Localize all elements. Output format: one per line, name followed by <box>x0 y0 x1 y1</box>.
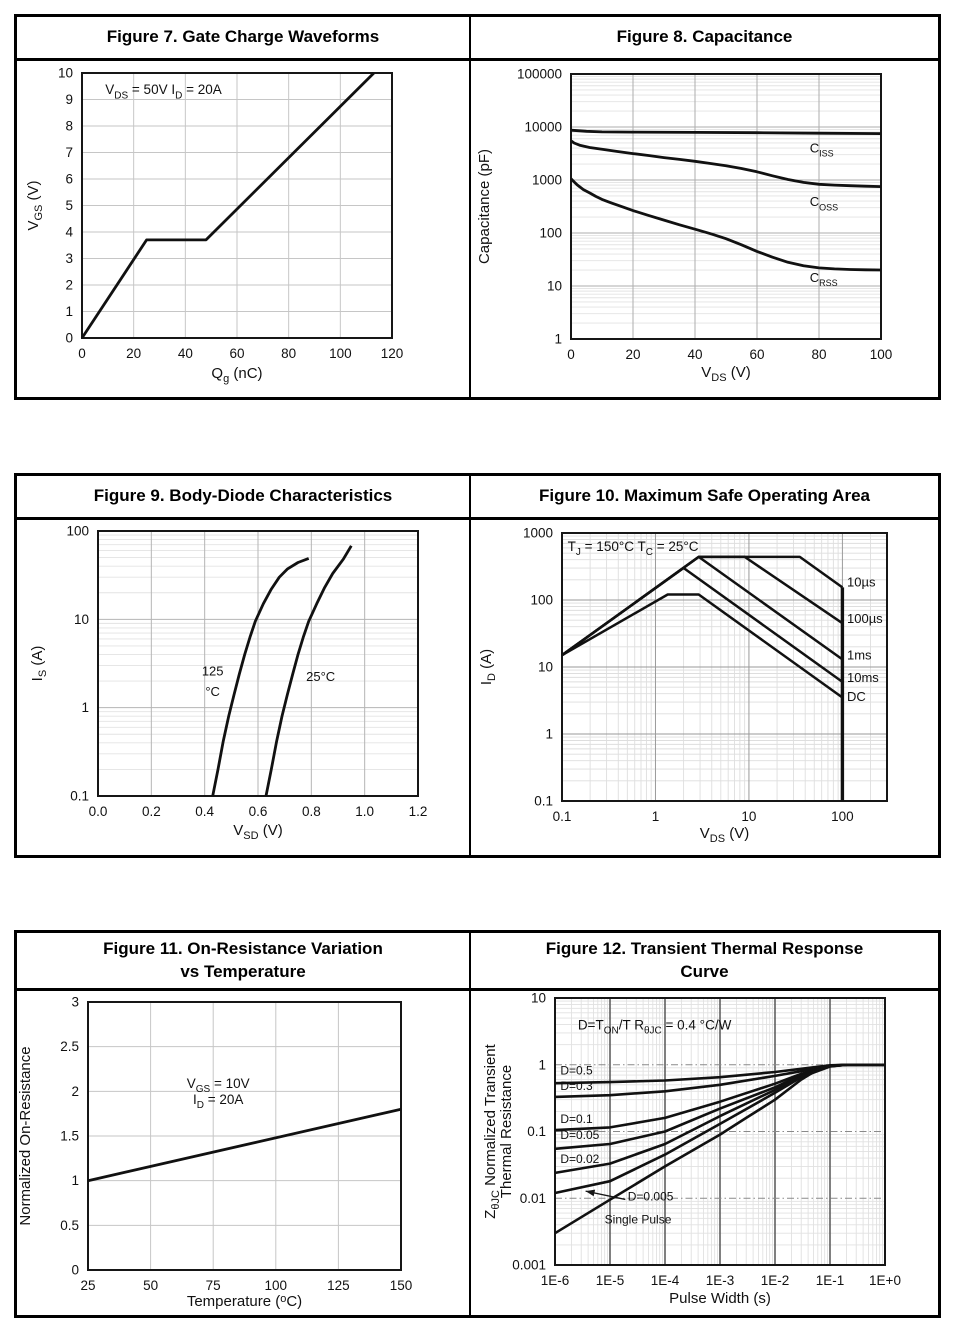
figure-11-title-line: Figure 11. On-Resistance Variation <box>103 938 383 958</box>
figure-row-3 <box>14 930 941 1318</box>
figure-12-chart-area <box>471 991 938 1315</box>
figure-panel-12 <box>469 933 938 1315</box>
svg-text:1: 1 <box>81 700 89 716</box>
svg-text:0.0: 0.0 <box>88 804 108 819</box>
svg-text:1000: 1000 <box>522 525 553 541</box>
svg-text:80: 80 <box>281 346 297 361</box>
figure-12-title <box>471 933 938 991</box>
svg-text:VGS (V): $V_{GS}$ (V) <box>25 180 46 231</box>
svg-text:DC: DC <box>847 689 866 705</box>
svg-text:Thermal Resistance: Thermal Resistance <box>498 1064 515 1199</box>
svg-text:50: 50 <box>143 1278 159 1293</box>
transient-thermal-chart <box>471 991 936 1315</box>
svg-text:°C: °C <box>205 684 220 700</box>
svg-text:125: 125 <box>327 1278 350 1293</box>
svg-text:120: 120 <box>380 346 404 361</box>
svg-text:0.1: 0.1 <box>534 793 553 809</box>
svg-text:D=0.3: D=0.3 <box>560 1078 593 1093</box>
svg-text:125: 125 <box>201 663 224 679</box>
figure-12-title-line: Curve <box>680 961 729 981</box>
svg-text:150: 150 <box>389 1278 413 1293</box>
svg-text:1: 1 <box>71 1173 79 1189</box>
svg-text:0.1: 0.1 <box>70 788 89 804</box>
svg-text:ID (A): $I_D$ (A) <box>478 648 499 686</box>
figure-11-title <box>17 933 469 991</box>
figure-7-title-line: Figure 7. Gate Charge Waveforms <box>106 27 380 47</box>
svg-text:D=TON/T RθJC = 0.4 °C/W: $D=T_{ON}/T$ $R_{\theta JC} = 0.4$ °C/W <box>577 1017 732 1037</box>
svg-text:VSD (V): $V_{SD}$ (V) <box>233 822 283 843</box>
svg-text:10: 10 <box>546 278 562 294</box>
svg-text:60: 60 <box>229 346 245 361</box>
svg-text:1: 1 <box>554 331 562 347</box>
svg-text:1E+0: 1E+0 <box>869 1273 901 1288</box>
svg-text:0.8: 0.8 <box>301 804 321 819</box>
figure-panel-10 <box>469 476 938 855</box>
figure-row-1 <box>14 14 941 400</box>
figure-10-chart-area <box>471 520 938 855</box>
figure-8-title <box>471 17 938 61</box>
svg-text:CRSS: $C_{RSS}$ <box>809 269 838 289</box>
svg-text:100: 100 <box>530 592 553 608</box>
svg-text:0: 0 <box>71 1262 79 1278</box>
svg-text:IS (A): $I_S$ (A) <box>29 645 50 682</box>
svg-text:Single Pulse: Single Pulse <box>604 1212 672 1227</box>
figure-11-chart-area <box>17 991 469 1315</box>
svg-text:ZθJC Normalized Transient: $Z_{\theta JC}$ Normalized Transient <box>482 1044 503 1219</box>
svg-text:D=0.1: D=0.1 <box>560 1111 593 1126</box>
svg-text:0.2: 0.2 <box>141 804 161 819</box>
figure-10-title <box>471 476 938 520</box>
svg-text:10ms: 10ms <box>847 669 879 685</box>
svg-text:10: 10 <box>530 991 546 1006</box>
svg-text:0.01: 0.01 <box>519 1190 546 1206</box>
capacitance-chart <box>471 61 936 397</box>
figure-9-title <box>17 476 469 520</box>
svg-text:20: 20 <box>126 346 142 361</box>
svg-text:100: 100 <box>329 346 352 361</box>
svg-text:20: 20 <box>625 347 641 362</box>
figure-7-chart-area <box>17 61 469 397</box>
figure-panel-9 <box>17 476 469 855</box>
gate-charge-chart <box>17 61 469 397</box>
svg-text:Capacitance (pF): Capacitance (pF) <box>476 148 493 265</box>
svg-text:1.0: 1.0 <box>355 804 375 819</box>
svg-text:3: 3 <box>71 994 79 1010</box>
svg-text:60: 60 <box>749 347 765 362</box>
svg-text:6: 6 <box>65 171 73 187</box>
svg-text:0.4: 0.4 <box>195 804 215 819</box>
svg-text:0.5: 0.5 <box>60 1217 79 1233</box>
svg-text:1E-1: 1E-1 <box>815 1273 845 1288</box>
svg-text:1E-6: 1E-6 <box>540 1273 570 1288</box>
svg-text:0: 0 <box>78 346 86 361</box>
svg-text:2.5: 2.5 <box>60 1039 79 1055</box>
svg-text:7: 7 <box>65 145 73 160</box>
svg-text:100: 100 <box>264 1278 288 1293</box>
svg-text:10000: 10000 <box>524 119 562 135</box>
svg-text:40: 40 <box>177 346 193 361</box>
svg-text:25°C: 25°C <box>306 669 336 685</box>
svg-text:D=0.02: D=0.02 <box>560 1151 600 1166</box>
svg-text:9: 9 <box>65 92 73 107</box>
svg-text:ID = 20A: $I_D = 20A$ <box>193 1091 244 1112</box>
svg-text:2: 2 <box>71 1083 79 1099</box>
svg-text:2: 2 <box>65 277 73 293</box>
svg-text:0.001: 0.001 <box>512 1257 546 1273</box>
svg-text:8: 8 <box>65 118 73 134</box>
svg-text:1E-4: 1E-4 <box>650 1273 680 1288</box>
svg-text:100: 100 <box>66 523 89 539</box>
figure-10-title-line: Figure 10. Maximum Safe Operating Area <box>539 486 870 506</box>
svg-text:CISS: $C_{ISS}$ <box>809 140 834 159</box>
svg-text:Qg (nC): $Q_g$ (nC) <box>211 365 263 386</box>
svg-text:100: 100 <box>831 809 854 824</box>
svg-text:1.2: 1.2 <box>408 804 428 819</box>
figure-8-chart-area <box>471 61 938 397</box>
svg-text:Pulse Width (s): Pulse Width (s) <box>669 1290 771 1307</box>
svg-text:10: 10 <box>57 65 73 81</box>
svg-text:10: 10 <box>73 611 89 627</box>
svg-text:10: 10 <box>537 659 553 675</box>
svg-text:4: 4 <box>65 224 73 240</box>
figure-row-2 <box>14 473 941 858</box>
svg-text:VDS (V): $V_{DS}$ (V) <box>701 364 751 385</box>
safe-operating-area-chart <box>471 520 936 855</box>
svg-text:COSS: $C_{OSS}$ <box>809 194 839 213</box>
figure-9-title-line: Figure 9. Body-Diode Characteristics <box>93 486 393 506</box>
svg-text:1.5: 1.5 <box>60 1128 79 1144</box>
svg-text:40: 40 <box>687 347 703 362</box>
svg-text:VGS = 10V: $V_{GS} = 10V$ <box>186 1075 250 1095</box>
svg-text:D=0.005: D=0.005 <box>627 1189 674 1204</box>
svg-text:1ms: 1ms <box>847 647 872 663</box>
figure-panel-7 <box>17 17 469 397</box>
svg-text:25: 25 <box>80 1278 96 1293</box>
figure-panel-8 <box>469 17 938 397</box>
svg-text:75: 75 <box>205 1278 221 1293</box>
svg-text:D=0.05: D=0.05 <box>560 1128 600 1143</box>
svg-text:Normalized On-Resistance: Normalized On-Resistance <box>17 1046 34 1226</box>
svg-text:1: 1 <box>65 304 73 319</box>
figure-11-title-line: vs Temperature <box>180 961 306 981</box>
svg-text:Temperature (oC): Temperature ($^o$C) <box>186 1292 303 1310</box>
svg-text:TJ = 150°C TC = 25°C: $T_J = 150^\circ C$ $T_C = 25^\circ C$ <box>567 538 699 559</box>
svg-text:VDS (V): $V_{DS}$ (V) <box>699 825 750 846</box>
svg-text:0: 0 <box>567 347 575 362</box>
svg-text:100: 100 <box>869 347 893 362</box>
figure-8-title-line: Figure 8. Capacitance <box>616 27 793 47</box>
svg-text:1: 1 <box>651 809 660 824</box>
on-resistance-chart <box>17 991 469 1315</box>
svg-text:0: 0 <box>65 330 73 346</box>
svg-text:1E-5: 1E-5 <box>595 1273 625 1288</box>
body-diode-chart <box>17 520 469 855</box>
svg-text:10µs: 10µs <box>847 574 876 590</box>
svg-text:0.1: 0.1 <box>552 809 572 824</box>
svg-text:1E-3: 1E-3 <box>705 1273 735 1288</box>
figure-7-title <box>17 17 469 61</box>
svg-text:1000: 1000 <box>531 172 562 188</box>
svg-text:100µs: 100µs <box>847 611 883 627</box>
svg-text:100: 100 <box>539 225 562 241</box>
figure-12-title-line: Figure 12. Transient Thermal Response <box>545 938 864 958</box>
svg-text:1: 1 <box>545 726 553 742</box>
svg-text:VDS = 50V ID = 20A: $V_{DS} = 50V$ $I_D = 20A$ <box>105 82 222 102</box>
svg-text:1E-2: 1E-2 <box>760 1273 790 1288</box>
svg-text:80: 80 <box>811 347 827 362</box>
figure-panel-11 <box>17 933 469 1315</box>
svg-text:0.1: 0.1 <box>527 1124 546 1139</box>
svg-text:0.6: 0.6 <box>248 804 268 819</box>
svg-text:100000: 100000 <box>516 66 562 82</box>
figure-9-chart-area <box>17 520 469 855</box>
svg-text:1: 1 <box>538 1057 546 1073</box>
svg-text:5: 5 <box>65 198 73 213</box>
svg-text:D=0.5: D=0.5 <box>560 1063 593 1078</box>
svg-text:10: 10 <box>741 809 757 824</box>
svg-text:3: 3 <box>65 251 73 266</box>
